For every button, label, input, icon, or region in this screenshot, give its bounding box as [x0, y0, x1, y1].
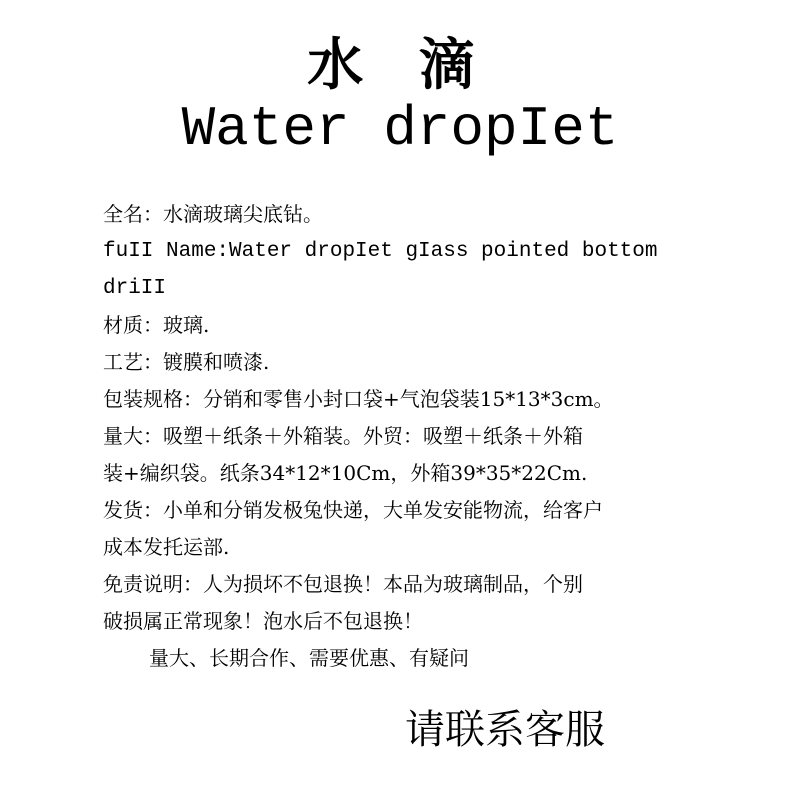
title-english: Water dropIet [181, 97, 619, 161]
title-chinese: 水 滴 [307, 33, 493, 98]
full-name-cn-line: 全名：水滴玻璃尖底钻。 [103, 202, 323, 226]
bulk-packaging-line: 量大：吸塑＋纸条＋外箱装。外贸：吸塑＋纸条＋外箱 [103, 424, 583, 448]
disclaimer-line: 免责说明：人为损坏不包退换！本品为玻璃制品，个别 [103, 572, 583, 596]
full-name-en-line-cont: driII [103, 277, 167, 300]
product-description [103, 196, 743, 677]
shipping-line-cont: 成本发托运部. [103, 535, 230, 559]
craft-line: 工艺：镀膜和喷漆. [103, 350, 270, 374]
contact-prompt-line: 量大、长期合作、需要优惠、有疑问 [149, 646, 469, 670]
full-name-en-line: fuII Name:Water dropIet gIass pointed bottom [103, 240, 658, 263]
contact-service-text: 请联系客服 [405, 707, 605, 753]
bulk-packaging-line-cont: 装+编织袋。纸条34*12*10Cm，外箱39*35*22Cm. [103, 461, 588, 485]
shipping-line: 发货：小单和分销发极兔快递，大单发安能物流，给客户 [103, 498, 603, 522]
packaging-line: 包装规格：分销和零售小封口袋+气泡袋装15*13*3cm。 [103, 387, 614, 411]
material-line: 材质：玻璃. [103, 313, 210, 337]
disclaimer-line-cont: 破损属正常现象！泡水后不包退换！ [103, 609, 423, 633]
